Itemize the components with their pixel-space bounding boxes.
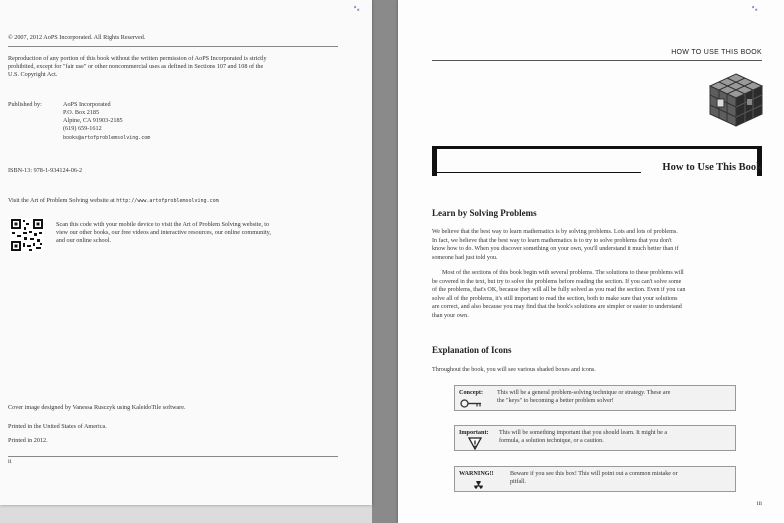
printed-year: Printed in 2012.	[8, 437, 48, 444]
reproduction-line-3: U.S. Copyright Act.	[8, 71, 58, 78]
para1-line-2: In fact, we believe that the best way to learn mathematics is to try to solve problems that you don't	[432, 237, 672, 244]
printed-in: Printed in the United States of America.	[8, 423, 107, 430]
section-title-learn: Learn by Solving Problems	[432, 208, 537, 218]
visit-line	[8, 197, 219, 205]
qr-text-line-2: view our other books, our free videos and interactive resources, our online community,	[56, 229, 271, 236]
para2-line-3: of the problems, that's OK, because they will all be fully solved as you read the section. Even if you can	[432, 287, 686, 294]
important-triangle-icon	[468, 437, 482, 450]
para2-line-2: be covered in the text, but try to solve the problems before reading the section. If you can't solve some	[432, 278, 682, 285]
warning-label: WARNING!!	[459, 470, 494, 477]
chapter-title: How to Use This Book	[662, 162, 762, 173]
concept-text-line-2: the "keys" to becoming a better problem solver!	[497, 398, 614, 405]
warning-text-line-2: pitfall.	[510, 479, 527, 486]
running-head-rule	[432, 60, 762, 61]
divider	[8, 46, 338, 47]
qr-text-line-1: Scan this code with your mobile device to visit the Art of Problem Solving website, to	[56, 221, 270, 228]
page-number-right: iii	[756, 500, 762, 507]
concept-box	[454, 385, 736, 411]
running-head: HOW TO USE THIS BOOK	[671, 49, 762, 56]
chapter-bar-top	[432, 146, 762, 149]
important-text-line-1: This will be something important that you should learn. It might be a	[499, 430, 668, 436]
published-by-label: Published by:	[8, 101, 42, 108]
qr-code-icon[interactable]	[10, 218, 44, 252]
cube-logo-icon	[708, 72, 764, 128]
right-page	[398, 0, 784, 523]
important-label: Important:	[459, 429, 489, 436]
publisher-line-3: Alpine, CA 91903-2185	[63, 117, 123, 124]
para1-line-4: someone had just told you.	[432, 254, 498, 261]
reproduction-line-2: prohibited, except for "fair use" or other noncommercial uses as defined in Sections 107 and 108 of the	[8, 63, 264, 70]
para1-line-3: know how to do. When you discover something on your own, you'll understand it much better than if	[432, 246, 679, 253]
chapter-bar-bottom	[437, 172, 641, 173]
publisher-line-1: AoPS Incorporated	[63, 101, 111, 108]
icons-intro: Throughout the book, you will see various shaded boxes and icons.	[432, 367, 596, 373]
publisher-line-4: (619) 659-1612	[63, 125, 102, 132]
important-box	[454, 425, 736, 451]
left-page	[0, 0, 372, 505]
visit-url[interactable]: http://www.artofproblemsolving.com	[116, 198, 219, 204]
footer-divider	[8, 456, 338, 457]
important-text-line-2: formula, a solution technique, or a caution.	[499, 438, 604, 445]
warning-box	[454, 466, 736, 492]
corner-stamp-mark-right: ✦✦	[749, 4, 760, 14]
copyright-line: © 2007, 2012 AoPS Incorporated. All Rights Reserved.	[8, 34, 146, 41]
publisher-email[interactable]: books@artofproblemsolving.com	[63, 135, 151, 141]
cover-credit: Cover image designed by Vanessa Rusczyk using KaleidoTile software.	[8, 404, 186, 411]
para2-line-4: solve all of the problems, it's still important to read the section, both to make sure that your solutions	[432, 295, 678, 302]
para2-line-6: than your own.	[432, 313, 469, 319]
qr-text-line-3: and our online school.	[56, 237, 111, 244]
publisher-line-2: P.O. Box 2185	[63, 109, 100, 116]
isbn-line: ISBN-13: 978-1-934124-06-2	[8, 167, 83, 174]
warning-text-line-1: Beware if you see this box! This will point out a common mistake or	[510, 471, 678, 477]
reproduction-line-1: Reproduction of any portion of this book without the written permission of AoPS Incorporated is strictly	[8, 55, 267, 62]
para2-line-1: Most of the sections of this book begin with several problems. The solutions to these problems will	[442, 270, 684, 276]
corner-stamp-mark: ✦✦	[351, 4, 362, 14]
para1-line-1: We believe that the best way to learn mathematics is by solving problems. Lots and lots of problems.	[432, 229, 678, 235]
concept-label: Concept:	[459, 389, 484, 396]
page-number-left: ii	[8, 458, 12, 465]
visit-prefix: Visit the Art of Problem Solving website at	[8, 197, 115, 204]
para2-line-5: are correct, and also because you may find that the book's solutions are simpler or easier to understand	[432, 304, 682, 311]
concept-text-line-1: This will be a general problem-solving technique or strategy. These are	[497, 390, 671, 396]
key-icon	[460, 399, 482, 408]
section-title-icons: Explanation of Icons	[432, 345, 512, 355]
book-gutter	[372, 0, 398, 523]
radiation-icon	[474, 481, 483, 490]
